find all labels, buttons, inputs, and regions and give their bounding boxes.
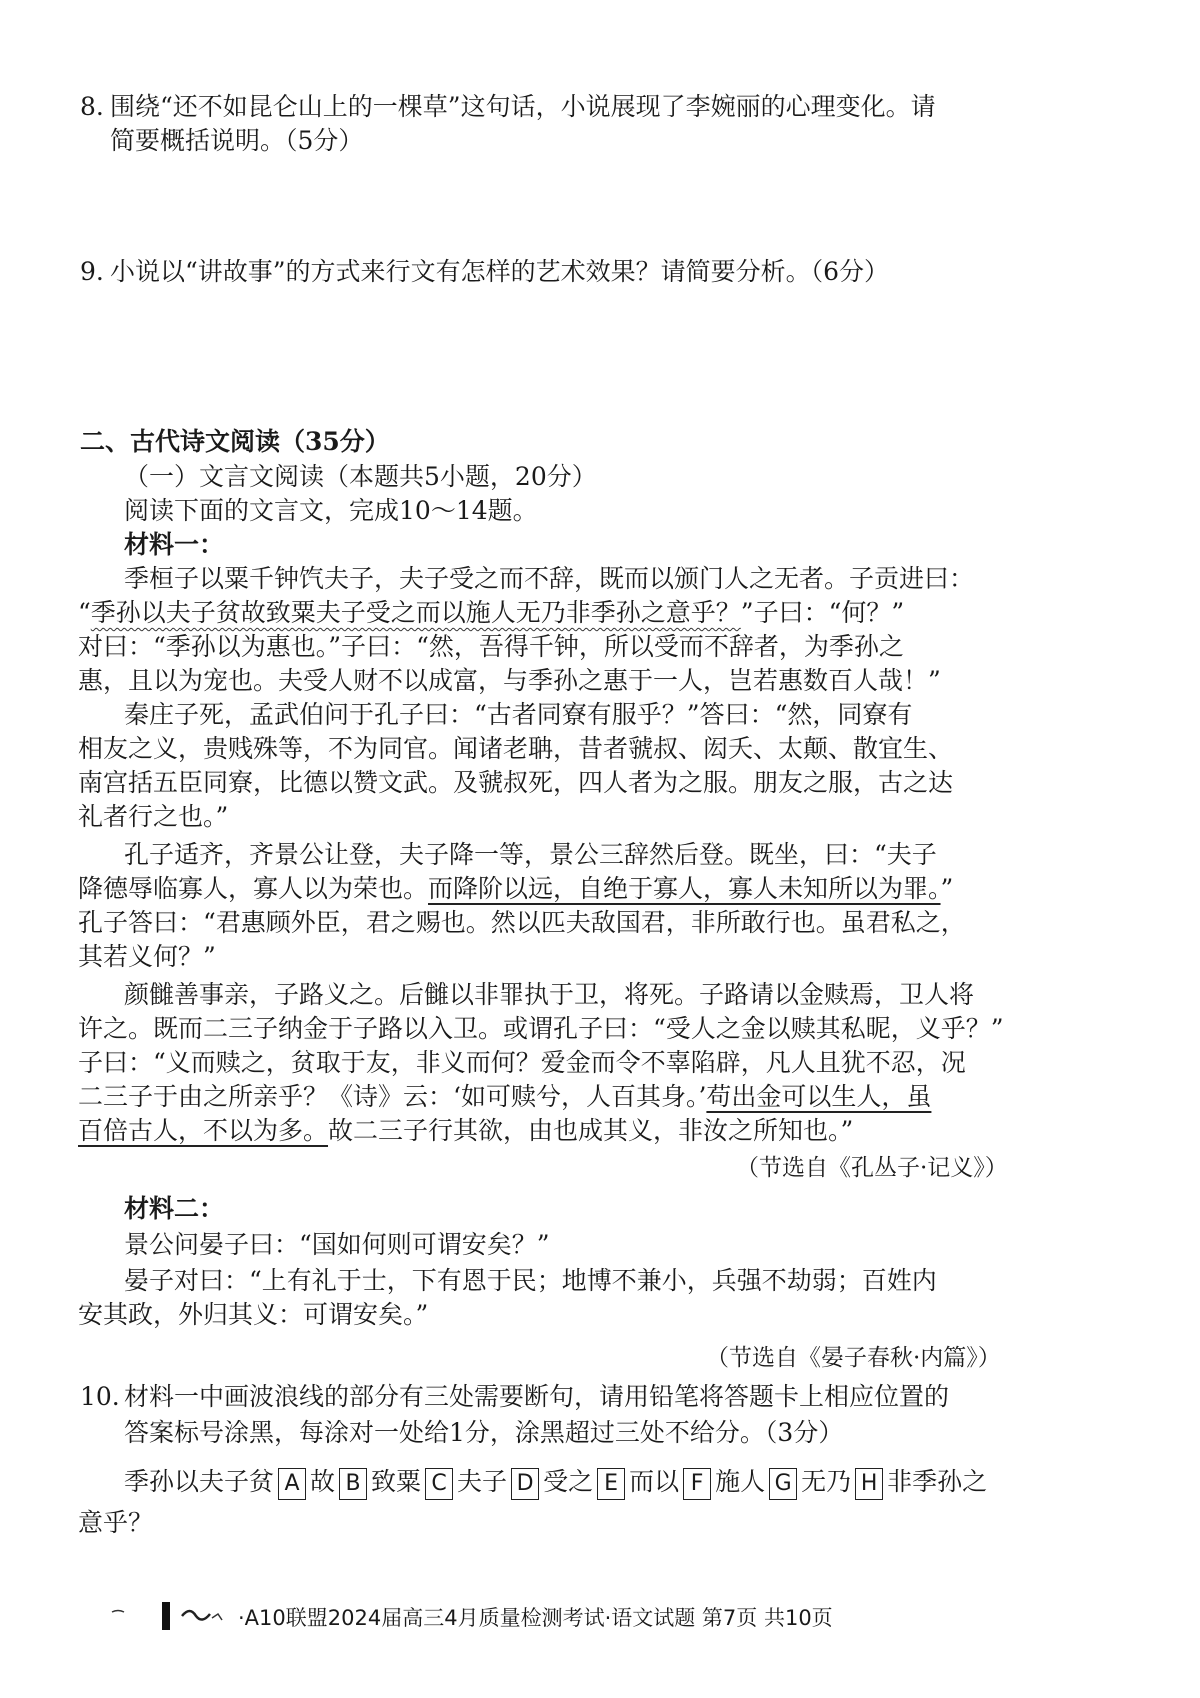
m1-para3-line2: [78, 872, 953, 906]
m2-para1: 景公问晏子曰：“国如何则可谓安矣？”: [124, 1230, 550, 1259]
segment: 无乃: [801, 1467, 852, 1496]
open-quote: “: [78, 598, 91, 627]
m1-para4-line2: 许之。既而二三子纳金于子路以入卫。或谓孔子曰：“受人之金以赎其私昵，义乎？”: [78, 1014, 1004, 1043]
question-10-text-line1: 材料一中画波浪线的部分有三处需要断句，请用铅笔将答题卡上相应位置的: [124, 1382, 950, 1411]
material-1-label: 材料一：: [124, 530, 225, 559]
segment: 季孙以夫子贫: [124, 1467, 275, 1496]
m2-para2-line2: 安其政，外归其义：可谓安矣。”: [78, 1300, 429, 1329]
segment: 受之: [543, 1467, 594, 1496]
underlined-sentence-1: 而降阶以远，自绝于寡人，寡人未知所以为罪。: [428, 874, 941, 903]
m1-para1-line3: 对曰：“季孙以为惠也。”子曰：“然，吾得千钟，所以受而不辞者，为季孙之: [78, 632, 904, 661]
option-box-e[interactable]: E: [597, 1468, 625, 1500]
option-box-b[interactable]: B: [339, 1468, 367, 1500]
question-9-text: 小说以“讲故事”的方式来行文有怎样的艺术效果？请简要分析。（6分）: [110, 257, 889, 286]
m1-para4-line5: [78, 1114, 853, 1148]
segment: 施人: [715, 1467, 766, 1496]
m1-para3-text: 降德辱临寡人，寡人以为荣也。: [78, 874, 429, 903]
m1-para1-line1: 季桓子以粟千钟饩夫子，夫子受之而不辞，既而以颁门人之无者。子贡进曰：: [124, 564, 975, 593]
question-8-number: 8.: [80, 92, 104, 121]
option-box-g[interactable]: G: [769, 1468, 797, 1500]
option-box-f[interactable]: F: [683, 1468, 711, 1500]
m1-para3-line3: 孔子答曰：“君惠顾外臣，君之赐也。然以匹夫敌国君，非所敢行也。虽君私之，: [78, 908, 966, 937]
m1-para4-text: 二三子于由之所亲乎？《诗》云：‘如可赎兮，人百其身。’: [78, 1082, 707, 1111]
m1-para3-line4: 其若义何？”: [78, 942, 216, 971]
wavy-underlined-passage: 季孙以夫子贫故致粟夫子受之而以施人无乃非季孙之意乎？: [90, 598, 741, 627]
question-9-number: 9.: [80, 257, 104, 286]
reading-instruction: 阅读下面的文言文，完成10～14题。: [124, 496, 538, 525]
close-quote-dialogue: ”子曰：“何？”: [740, 598, 905, 627]
question-8-text-line1: 围绕“还不如昆仑山上的一棵草”这句话，小说展现了李婉丽的心理变化。请: [110, 92, 936, 121]
m1-para4-line3: 子曰：“义而赎之，贫取于友，非义而何？爱金而令不辜陷辟，凡人且犹不忍，况: [78, 1048, 966, 1077]
segment: 非季孙之: [887, 1467, 988, 1496]
segment: 致粟: [371, 1467, 422, 1496]
segment: 夫子: [457, 1467, 508, 1496]
m2-para2-line1: 晏子对曰：“上有礼于士，下有恩于民；地博不兼小，兵强不劫弱；百姓内: [124, 1266, 937, 1295]
m1-para4-line1: 颜雠善事亲，子路义之。后雠以非罪执于卫，将死。子路请以金赎焉，卫人将: [124, 980, 975, 1009]
source-citation-2: （节选自《晏子春秋·内篇》）: [706, 1345, 1001, 1371]
option-box-c[interactable]: C: [425, 1468, 453, 1500]
source-citation-1: （节选自《孔丛子·记义》）: [736, 1155, 1008, 1181]
segmentation-options: [124, 1462, 987, 1502]
segment: 而以: [629, 1467, 680, 1496]
m1-para2-line1: 秦庄子死，孟武伯问于孔子曰：“古者同寮有服乎？”答曰：“然，同寮有: [124, 700, 913, 729]
question-10-number: 10.: [80, 1382, 120, 1411]
section-title: 二、古代诗文阅读（35分）: [80, 427, 390, 456]
subsection-title: （一）文言文阅读（本题共5小题，20分）: [124, 462, 597, 491]
m1-para2-line2: 相友之义，贵贱殊等，不为同官。闻诸老聃，昔者虢叔、闳夭、太颠、散宜生、: [78, 734, 954, 763]
m1-para4-line4: [78, 1080, 931, 1114]
m1-para4-end: 故二三子行其欲，由也成其义，非汝之所知也。”: [328, 1116, 854, 1145]
m1-para3-line1: 孔子适齐，齐景公让登，夫子降一等，景公三辞然后登。既坐，曰：“夫子: [124, 840, 937, 869]
question-10-text-line2: 答案标号涂黑，每涂对一处给1分，涂黑超过三处不给分。（3分）: [124, 1418, 844, 1447]
material-2-label: 材料二：: [124, 1194, 225, 1223]
option-box-a[interactable]: A: [278, 1468, 306, 1500]
m1-para2-line4: 礼者行之也。”: [78, 802, 229, 831]
segment: 故: [310, 1467, 336, 1496]
option-box-d[interactable]: D: [511, 1468, 539, 1500]
underlined-sentence-2b: 百倍古人，不以为多。: [78, 1116, 329, 1145]
m1-para2-line3: 南宫括五臣同寮，比德以赞文武。及虢叔死，四人者为之服。朋友之服，古之达: [78, 768, 954, 797]
question-8-text-line2: 简要概括说明。（5分）: [110, 126, 364, 155]
underlined-sentence-2a: 苟出金可以生人，虽: [706, 1082, 932, 1111]
option-box-h[interactable]: H: [855, 1468, 883, 1500]
handwritten-scribble-icon: [110, 1598, 240, 1632]
m1-para1-line4: 惠，且以为宠也。夫受人财不以成富，与季孙之惠于一人，岂若惠数百人哉！”: [78, 666, 941, 695]
segmentation-tail: 意乎？: [78, 1508, 154, 1537]
close-quote: ”: [940, 874, 954, 903]
page-footer: ·A10联盟2024届高三4月质量检测考试·语文试题 第7页 共10页: [238, 1606, 833, 1630]
m1-para1-line2: [78, 596, 904, 630]
